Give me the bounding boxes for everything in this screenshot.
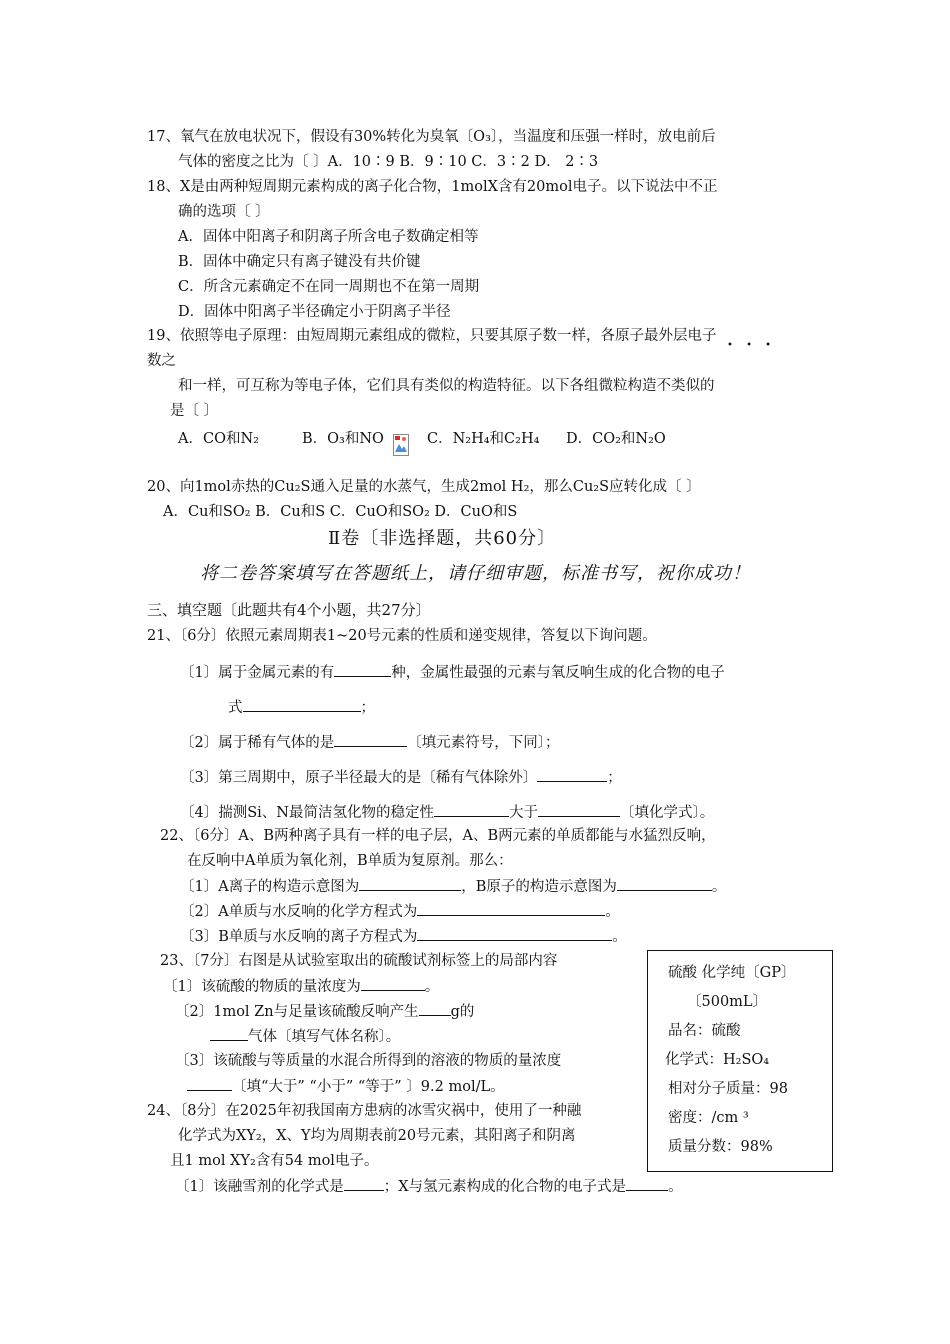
q23-part1: 〔1〕该硫酸的物质的量浓度为 。 [163, 976, 439, 997]
q19-option-c: C．N₂H₄和C₂H₄ [427, 431, 540, 447]
q18-option-d: D．固体中阳离子半径确定小于阴离子半径 [178, 304, 451, 320]
q19-line4: 是〔 〕 [170, 403, 219, 419]
blank[interactable] [417, 901, 605, 916]
q18-option-b: B．固体中确定只有离子键没有共价键 [178, 254, 421, 270]
q18-option-c: C．所含元素确定不在同一周期也不在第一周期 [178, 279, 480, 295]
blank[interactable] [344, 1176, 384, 1191]
q18-line2: 确的选项〔 〕 [178, 204, 270, 220]
q21-part2: 〔2〕属于稀有气体的是 〔填元素符号，下同〕； [180, 732, 559, 753]
part2-notice: 将二卷答案填写在答题纸上，请仔细审题，标准书写，祝你成功！ [200, 563, 751, 584]
label-line3: 品名：硫酸 [668, 1023, 741, 1039]
q23-stem: 23、〔7分〕右图是从试验室取出的硫酸试剂标签上的局部内容 [160, 953, 558, 969]
blank[interactable] [361, 976, 425, 991]
q24-part1: 〔1〕该融雪剂的化学式是 ；X与氢元素构成的化合物的电子式是 。 [175, 1176, 683, 1197]
label-line1: 硫酸 化学纯〔GP〕 [668, 965, 796, 981]
q19-option-a: A．CO和N₂ [178, 431, 259, 447]
q19-line1: 19、依照等电子原理：由短周期元素组成的微粒，只要其原子数一样，各原子最外层电子 [147, 328, 717, 344]
q22-stem2: 在反响中A单质为氧化剂，B单质为复原剂。那么： [187, 853, 513, 869]
q19-option-d: D．CO₂和N₂O [566, 431, 666, 447]
q20-line1: 20、向1mol赤热的Cu₂S通入足量的水蒸气，生成2mol H₂，那么Cu₂S应转化成〔 〕 [147, 479, 701, 495]
part2-title: Ⅱ卷〔非选择题，共60分〕 [328, 528, 557, 549]
blank[interactable] [538, 802, 620, 817]
blank[interactable] [626, 1176, 668, 1191]
q23-part3-cont: 〔填“大于” “小于” “等于” 〕9.2 mol/L。 [187, 1076, 505, 1097]
q17-line2: 气体的密度之比为〔 〕A．10∶9 B．9∶10 C．3∶2 D． 2∶3 [178, 154, 599, 170]
q23-part3: 〔3〕该硫酸与等质量的水混合所得到的溶液的物质的量浓度 [175, 1053, 562, 1069]
q23-part2-cont: 气体〔填写气体名称〕。 [210, 1026, 400, 1047]
q20-options: A．Cu和SO₂ B．Cu和S C．CuO和SO₂ D．CuO和S [163, 504, 518, 520]
q22-part2: 〔2〕A单质与水反响的化学方程式为 。 [180, 901, 620, 922]
q22-part3: 〔3〕B单质与水反响的离子方程式为 。 [180, 926, 627, 947]
label-line4: 化学式：H₂SO₄ [665, 1052, 770, 1068]
label-line7: 质量分数：98% [668, 1139, 773, 1155]
q21-part1-cont: 式 ； [228, 697, 375, 718]
blank[interactable] [359, 876, 461, 891]
q22-part1: 〔1〕A离子的构造示意图为 ，B原子的构造示意图为 。 [180, 876, 726, 897]
q21-part1: 〔1〕属于金属元素的有 种，金属性最强的元素与氧反响生成的化合物的电子 [180, 662, 725, 683]
blank[interactable] [187, 1076, 232, 1091]
q23-part2: 〔2〕1mol Zn与足量该硫酸反响产生 g的 [175, 1001, 474, 1022]
q19-option-b: B．O₃和NO [302, 431, 384, 447]
blank[interactable] [419, 1001, 451, 1016]
reagent-label-box [647, 950, 833, 1172]
q19-line3: 和一样，可互称为等电子体，它们具有类似的构造特征。以下各组微粒构造不类似的 [178, 378, 715, 394]
q24-stem2: 化学式为XY₂，X、Y均为周期表前20号元素，其阳离子和阴离 [178, 1128, 576, 1144]
label-line2: 〔500mL〕 [687, 994, 768, 1010]
q18-option-a: A．固体中阳离子和阴离子所含电子数确定相等 [178, 229, 479, 245]
q17-line1: 17、氧气在放电状况下，假设有30%转化为臭氧〔O₃〕，当温度和压强一样时，放电前后 [147, 129, 716, 145]
q22-stem1: 22、〔6分〕A、B两种离子具有一样的电子层，A、B两元素的单质都能与水猛烈反响， [160, 828, 716, 844]
q24-stem1: 24、〔8分〕在2025年初我国南方患病的冰雪灾祸中，使用了一种融 [147, 1103, 582, 1119]
blank[interactable] [210, 1026, 248, 1041]
blank[interactable] [334, 732, 407, 747]
broken-image-icon [393, 434, 409, 456]
blank[interactable] [334, 662, 391, 677]
q21-stem: 21、〔6分〕依照元素周期表1~20号元素的性质和递变规律，答复以下询问题。 [147, 628, 657, 644]
label-line5: 相对分子质量：98 [668, 1081, 788, 1097]
blank[interactable] [243, 697, 361, 712]
label-line6: 密度：/cm ³ [668, 1110, 749, 1126]
q18-line1: 18、X是由两种短周期元素构成的离子化合物，1molX含有20mol电子。以下说法中不正 [147, 179, 718, 195]
q21-part3: 〔3〕第三周期中，原子半径最大的是〔稀有气体除外〕 ； [180, 767, 622, 788]
blank[interactable] [537, 767, 607, 782]
blank[interactable] [434, 802, 509, 817]
q19-line2: 数之 [147, 353, 176, 369]
q24-stem3: 且1 mol XY₂含有54 mol电子。 [170, 1153, 379, 1169]
blank[interactable] [617, 876, 712, 891]
emphasis-dots: • • • [727, 340, 777, 351]
section3-heading: 三、填空题〔此题共有4个小题，共27分〕 [147, 601, 431, 619]
blank[interactable] [417, 926, 612, 941]
q21-part4: 〔4〕揣测Si、N最简洁氢化物的稳定性 大于 〔填化学式〕。 [180, 802, 714, 823]
